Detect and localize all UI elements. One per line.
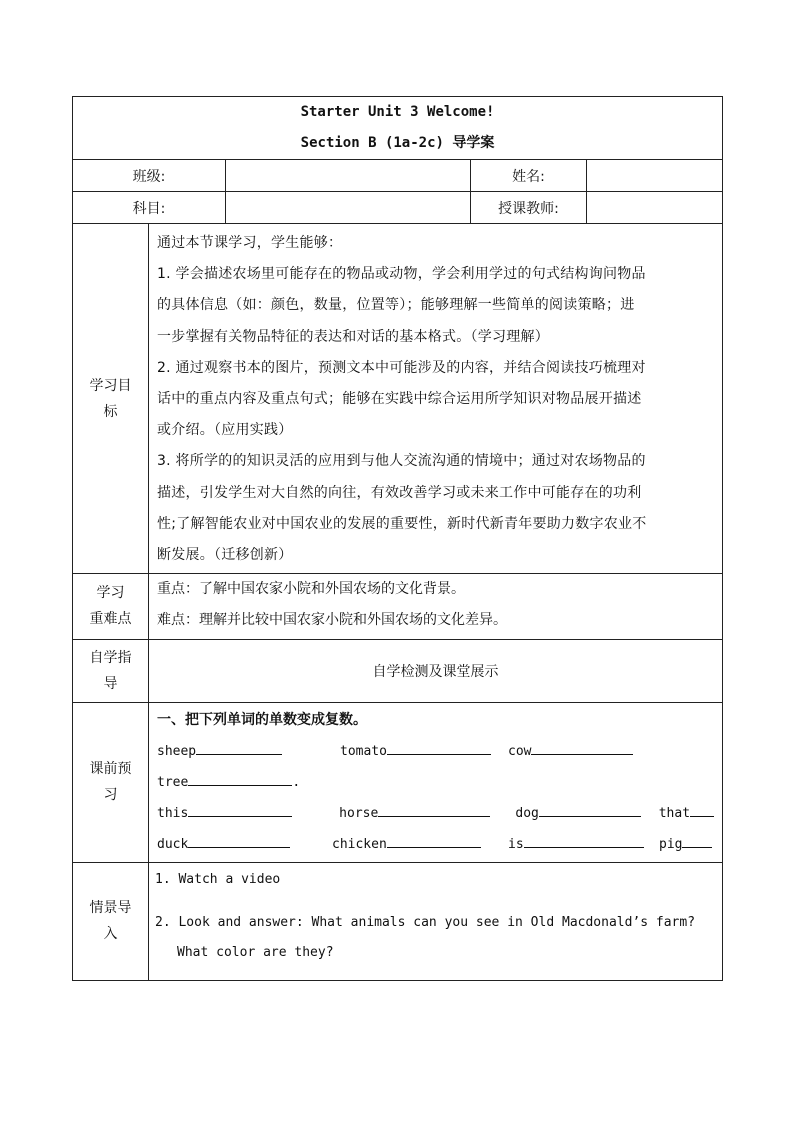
answer-blank[interactable] [524, 833, 644, 848]
lead-in-item-1: 1. Watch a video [155, 871, 281, 887]
objective-line: 性;了解智能农业对中国农业的发展的重要性，新时代新青年要助力数字农业不 [157, 515, 647, 532]
answer-blank[interactable] [188, 833, 290, 848]
objective-line: 通过本节课学习，学生能够： [157, 235, 343, 251]
answer-blank[interactable] [539, 802, 641, 817]
word-item: this [157, 805, 189, 821]
title-cell [73, 97, 723, 160]
title-line-2: Section B (1a-2c) 导学案 [300, 135, 495, 151]
objective-line: 描述，引发学生对大自然的向往，有效改善学习或未来工作中可能存在的功利 [157, 484, 642, 501]
answer-blank[interactable] [196, 740, 282, 755]
name-label: 姓名: [471, 160, 587, 192]
word-item: horse [339, 805, 379, 821]
lead-in-content [149, 862, 723, 980]
objective-line: 3. 将所学的的知识灵活的应用到与他人交流沟通的情境中；通过对农场物品的 [157, 453, 646, 470]
answer-blank[interactable] [188, 771, 292, 786]
focus-text: 重点：了解中国农家小院和外国农场的文化背景。 [157, 581, 465, 598]
objective-line: 断发展。（迁移创新） [157, 547, 293, 564]
objectives-content [149, 224, 723, 574]
subject-label: 科目: [73, 192, 226, 224]
teacher-field[interactable] [587, 192, 723, 224]
word-row-4 [157, 829, 714, 860]
name-field[interactable] [587, 160, 723, 192]
word-item: pig [659, 836, 683, 852]
answer-blank[interactable] [682, 833, 712, 848]
answer-blank[interactable] [387, 833, 481, 848]
word-item: chicken [332, 836, 387, 852]
answer-blank[interactable] [378, 802, 490, 817]
objective-line: 的具体信息（如：颜色，数量，位置等）；能够理解一些简单的阅读策略；进 [157, 297, 635, 314]
guide-heading: 自学检测及课堂展示 [149, 639, 723, 702]
word-row-3 [157, 798, 714, 829]
objective-line: 1. 学会描述农场里可能存在的物品或动物，学会利用学过的句式结构询问物品 [157, 266, 646, 283]
word-item: tomato [340, 743, 387, 759]
word-item: that [658, 805, 691, 821]
word-row-2: tree . [157, 767, 714, 798]
class-label: 班级: [73, 160, 226, 192]
guide-label: 自学指 导 [73, 639, 149, 702]
answer-blank[interactable] [188, 802, 292, 817]
preview-task: 一、把下列单词的单数变成复数。 [157, 711, 367, 728]
objective-line: 2. 通过观察书本的图片，预测文本中可能涉及的内容，并结合阅读技巧梳理对 [157, 359, 646, 376]
worksheet-table [72, 96, 723, 981]
answer-blank[interactable] [690, 802, 714, 817]
title-line-1: Starter Unit 3 Welcome! [300, 104, 495, 120]
answer-blank[interactable] [387, 740, 491, 755]
word-item: is [508, 836, 524, 852]
difficulty-text: 难点：理解并比较中国农家小院和外国农场的文化差异。 [157, 612, 507, 629]
teacher-label: 授课教师: [471, 192, 587, 224]
objective-line: 或介绍。（应用实践） [157, 422, 293, 439]
word-item: sheep [157, 743, 197, 759]
word-row-1 [157, 736, 714, 767]
key-points-label: 学习 重难点 [73, 574, 149, 639]
lead-in-item-2-line-2: What color are they? [177, 944, 334, 960]
word-item: tree [157, 774, 189, 790]
objective-line: 话中的重点内容及重点句式；能够在实践中综合运用所学知识对物品展开描述 [157, 391, 642, 408]
word-item: duck [157, 836, 189, 852]
lead-in-item-2-line-1: 2. Look and answer: What animals can you see in Old Macdonald’s farm? [155, 914, 696, 930]
objectives-label: 学习目 标 [73, 224, 149, 574]
preview-content [149, 702, 723, 862]
lead-in-label: 情景导 入 [73, 862, 149, 980]
subject-field[interactable] [226, 192, 471, 224]
answer-blank[interactable] [531, 740, 633, 755]
word-item: cow [508, 743, 532, 759]
class-field[interactable] [226, 160, 471, 192]
word-item: dog [515, 805, 539, 821]
key-points-content [149, 574, 723, 639]
preview-label: 课前预 习 [73, 702, 149, 862]
objective-line: 一步掌握有关物品特征的表达和对话的基本格式。（学习理解） [157, 328, 549, 345]
